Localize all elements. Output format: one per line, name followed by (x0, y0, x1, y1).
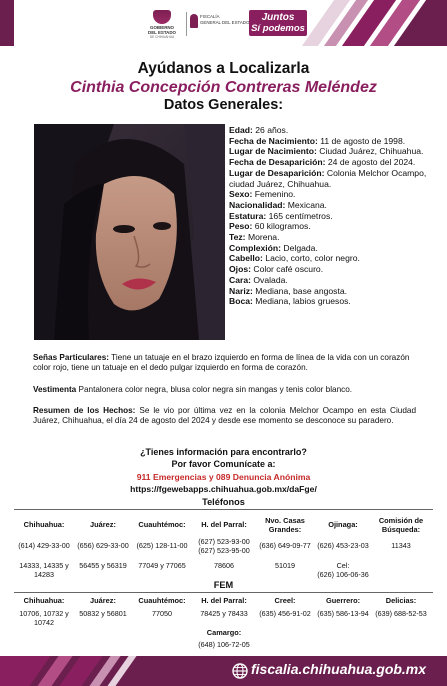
data-row: Complexión: Delgada. (229, 242, 318, 253)
fem-header: Cuauhtémoc: (138, 596, 186, 605)
fem-cell: (635) 456-91-02 (259, 609, 311, 618)
government-logo (142, 10, 182, 40)
data-row: Ojos: Color café oscuro. (229, 264, 324, 275)
data-row: Peso: 60 kilogramos. (229, 221, 311, 232)
phone-cell: 56455 y 56319 (79, 561, 127, 570)
phone-cell: Cel: (626) 106-06-36 (317, 561, 369, 579)
fem-cell: 50832 y 56801 (79, 609, 127, 618)
data-row: Nariz: Mediana, base angosta. (229, 285, 348, 296)
section-title: Datos Generales: (163, 97, 284, 113)
phone-cell: (625) 128-11-00 (136, 541, 188, 550)
data-row: Fecha de Desaparición: 24 de agosto del 2024. (229, 157, 416, 168)
general-data-list (229, 125, 429, 307)
data-row: Boca: Mediana, labios gruesos. (229, 296, 351, 307)
info-question: ¿Tienes información para encontrarlo? (140, 447, 307, 457)
footer-url[interactable]: fiscalia.chihuahua.gob.mx (251, 661, 427, 677)
phone-cell: 77049 y 77065 (138, 561, 186, 570)
phone-cell: 51019 (275, 561, 295, 570)
data-row: Estatura: 165 centímetros. (229, 210, 333, 221)
seal-icon (153, 10, 171, 24)
slogan-line-2: Sí podemos (251, 23, 305, 34)
fem-header: Chihuahua: (23, 596, 65, 605)
phone-header: Juárez: (90, 520, 116, 529)
fem-cell: 77050 (152, 609, 172, 618)
fiscalia-icon (190, 14, 198, 28)
phone-cell: (614) 429-33-00 (18, 541, 70, 550)
fem-cell: 78425 y 78433 (200, 609, 248, 618)
phone-cell: 14333, 14335 y 14283 (19, 561, 69, 579)
fem-header: Juárez: (90, 596, 116, 605)
fem-header: Camargo: (206, 628, 242, 637)
header-left-bar (0, 0, 14, 46)
data-row: Lugar de Nacimiento: Ciudad Juárez, Chihuahua. (229, 146, 424, 157)
fem-header: H. del Parral: (201, 596, 247, 605)
globe-icon (232, 663, 248, 679)
phone-cell: 78606 (214, 561, 234, 570)
data-row: Tez: Morena. (229, 232, 280, 243)
phone-cell: (656) 629-33-00 (77, 541, 129, 550)
divider (14, 509, 433, 510)
info-contact: Por favor Comunícate a: (171, 459, 276, 469)
events-summary: Resumen de los Hechos: Se le vio por última vez en la colonia Melchor Ocampo en esta Ciudad Juárez, Chihuahua, el día 24 de agosto del 2024 y desde ese momento se desconoce su paradero. (33, 406, 416, 426)
data-row: Sexo: Femenino. (229, 189, 296, 200)
phone-cell: (636) 649-09-77 (259, 541, 311, 550)
fem-cell: (648) 106-72-05 (198, 640, 250, 649)
clothing: Vestimenta Pantalonera color negra, blusa color negra sin mangas y tenis color blanco. (33, 385, 353, 394)
fiscalia-text: FISCALÍA GENERAL DEL ESTADO (200, 14, 250, 25)
logo-text: GOBIERNO DEL ESTADO (148, 25, 176, 35)
fem-header: Creel: (274, 596, 296, 605)
header-divider (186, 12, 187, 36)
divider (14, 592, 433, 593)
person-photo (34, 124, 225, 340)
phone-header: H. del Parral: (201, 520, 247, 529)
phone-header: Chihuahua: (23, 520, 65, 529)
fem-title: FEM (213, 580, 234, 590)
footer (0, 656, 447, 686)
data-row: Cara: Ovalada. (229, 274, 288, 285)
phones-title: Teléfonos (202, 497, 245, 507)
fem-cell: (639) 688-52-53 (375, 609, 427, 618)
fem-cell: 10706, 10732 y 10742 (19, 609, 69, 627)
phone-cell: 11343 (391, 541, 411, 550)
fem-cell: (635) 586-13-94 (317, 609, 369, 618)
fem-header: Guerrero: (325, 596, 361, 605)
phone-header: Comisión de Búsqueda: (378, 516, 424, 534)
slogan-badge (249, 10, 307, 36)
header (0, 0, 447, 46)
data-row: Nacionalidad: Mexicana. (229, 199, 327, 210)
fem-header: Delicias: (385, 596, 417, 605)
data-row: Edad: 26 años. (229, 125, 289, 135)
phone-cell: (627) 523-93-00 (627) 523-95-00 (198, 537, 250, 555)
data-row: Lugar de Desaparición: Colonia Melchor Ocampo, ciudad Juárez, Chihuahua. (229, 167, 427, 189)
phone-cell: (626) 453-23-03 (317, 541, 369, 550)
phone-header: Cuauhtémoc: (138, 520, 186, 529)
slogan-line-1: Juntos (261, 12, 295, 23)
distinguishing-marks: Señas Particulares: Tiene un tatuaje en el brazo izquierdo en forma de línea de la vida con un corazón color rojo, tiene un tatuaje en el dedo pulgar izquierdo en forma de corazón. (33, 353, 410, 373)
logo-subtext: DE CHIHUAHUA (149, 35, 175, 39)
phone-header: Ojinaga: (328, 520, 358, 529)
phone-header: Nvo. Casas Grandes: (265, 516, 305, 534)
data-row: Fecha de Nacimiento: 11 de agosto de 1998. (229, 135, 406, 146)
person-name: Cinthia Concepción Contreras Meléndez (70, 79, 377, 96)
page-title: Ayúdanos a Localizarla (137, 60, 310, 77)
report-link[interactable]: https://fgewebapps.chihuahua.gob.mx/daFge/ (130, 484, 317, 494)
emergency-numbers: 911 Emergencias y 089 Denuncia Anónima (136, 472, 311, 482)
data-row: Cabello: Lacio, corto, color negro. (229, 253, 360, 264)
fiscalia-logo (190, 14, 249, 28)
